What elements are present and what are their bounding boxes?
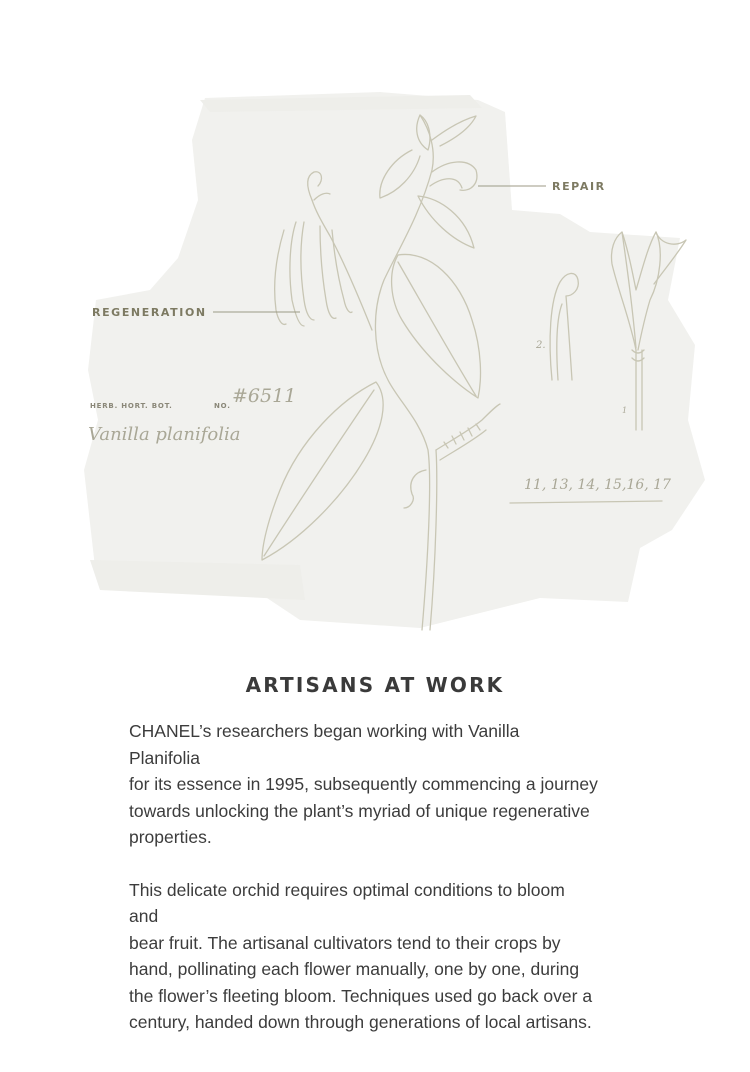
paragraph-research — [129, 718, 629, 851]
paragraph-cultivation — [129, 877, 629, 1036]
species-name: Vanilla planifolia — [88, 424, 241, 445]
text-line: hand, pollinating each flower manually, one by one, during — [129, 959, 580, 979]
text-line: Planifolia — [129, 747, 201, 768]
regeneration-label: REGENERATION — [92, 306, 207, 319]
text-line: and — [129, 906, 159, 926]
text-line: bear fruit. The artisanal cultivators tend to their crops by — [129, 932, 561, 953]
text-line: century, handed down through generations of local artisans. — [129, 1012, 592, 1032]
text-line: properties. — [129, 827, 212, 847]
figure-numbers: 11, 13, 14, 15,16, 17 — [524, 477, 671, 493]
figure-2-number: 2. — [536, 340, 546, 351]
figure-1-number: 1 — [622, 406, 628, 415]
text-line: the flower’s fleeting bloom. Techniques used go back over a — [129, 985, 593, 1006]
section-title: ARTISANS AT WORK — [245, 673, 505, 697]
number-prefix: NO. — [214, 402, 231, 410]
text-line: This delicate orchid requires optimal conditions to bloom — [129, 879, 565, 900]
text-line: towards unlocking the plant’s myriad of unique regenerative — [129, 800, 590, 821]
specimen-number: #6511 — [232, 385, 297, 407]
article-body — [129, 718, 629, 1036]
herb-label: HERB. HORT. BOT. — [90, 402, 173, 410]
paint-wash — [84, 92, 705, 628]
text-line: for its essence in 1995, subsequently commencing a journey — [129, 774, 598, 794]
repair-label: REPAIR — [552, 180, 606, 193]
text-line: CHANEL’s researchers began working with Vanilla — [129, 721, 520, 741]
